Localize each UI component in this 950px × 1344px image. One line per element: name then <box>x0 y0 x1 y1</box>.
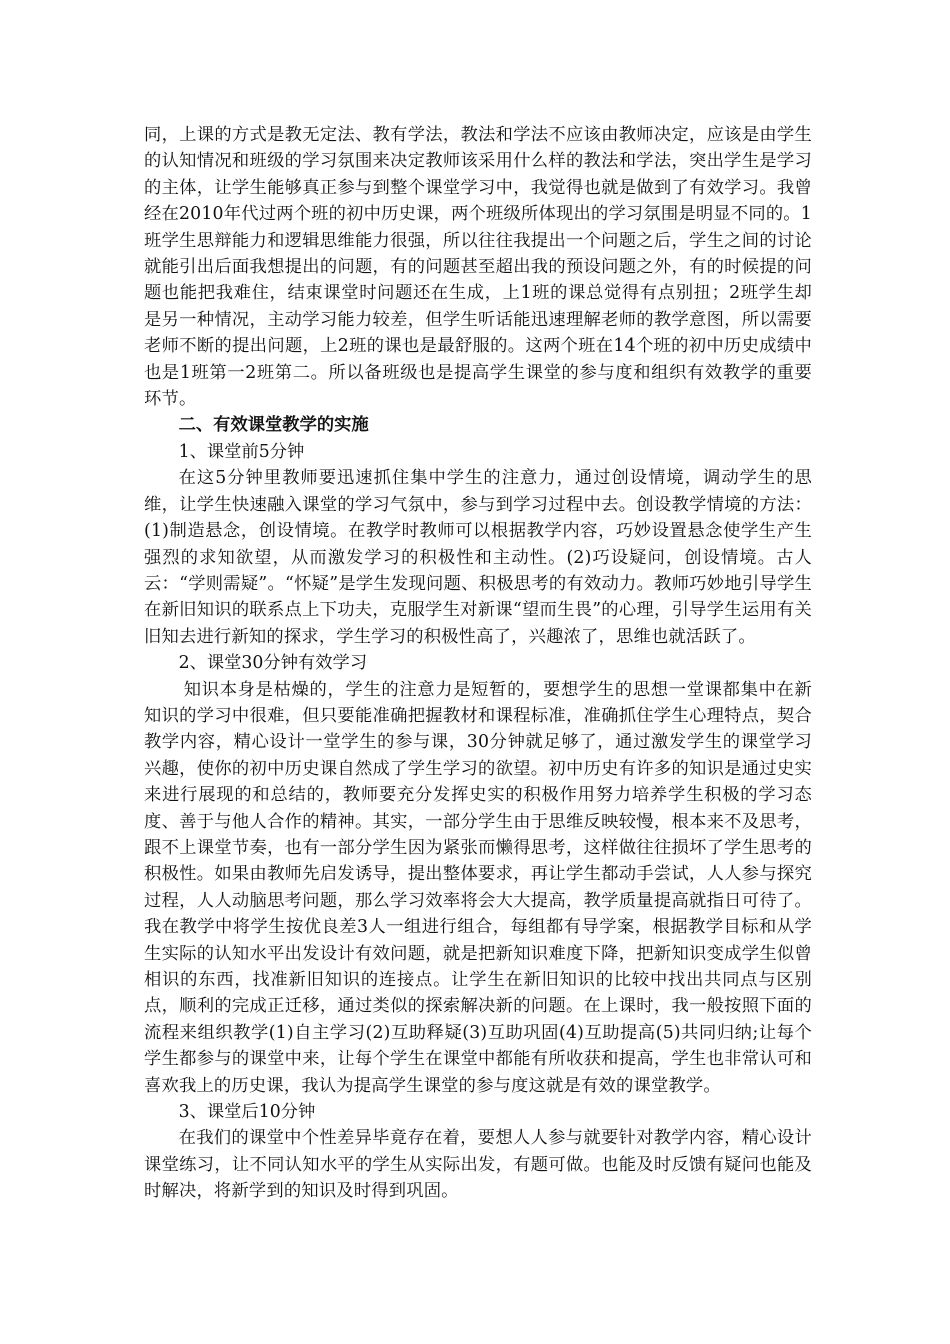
paragraph-30-minutes: 知识本身是枯燥的，学生的注意力是短暂的，要想学生的思想一堂课都集中在新知识的学习中很难，但只要能准确把握教材和课程标准，准确抓住学生心理特点，契合教学内容，精心设计一堂学生的参与课，30分钟就足够了，通过激发学生的课堂学习兴趣，使你的初中历史课自然成了学生学习的欲望。初中历史有许多的知识是通过史实来进行展现的和总结的，教师要充分发挥史实的积极作用努力培养学生积极的学习态度、善于与他人合作的精神。其实，一部分学生由于思维反映较慢，根本来不及思考，跟不上课堂节奏，也有一部分学生因为紧张而懒得思考，这样做往往损坏了学生思考的积极性。如果由教师先启发诱导，提出整体要求，再让学生都动手尝试，人人参与探究过程，人人动脑思考问题，那么学习效率将会大大提高，教学质量提高就指日可待了。我在教学中将学生按优良差3人一组进行组合，每组都有导学案，根据教学目标和从学生实际的认知水平出发设计有效问题，就是把新知识难度下降，把新知识变成学生似曾相识的东西，找准新旧知识的连接点。让学生在新旧知识的比较中找出共同点与区别点，顺利的完成正迁移，通过类似的探索解决新的问题。在上课时，我一般按照下面的流程来组织教学(1)自主学习(2)互助释疑(3)互助巩固(4)互助提高(5)共同归纳;让每个学生都参与的课堂中来，让每个学生在课堂中都能有所收获和提高，学生也非常认可和喜欢我上的历史课，我认为提高学生课堂的参与度这就是有效的课堂教学。 <box>144 679 812 1096</box>
paragraph-first-5-minutes: 在这5分钟里教师要迅速抓住集中学生的注意力，通过创设情境，调动学生的思维，让学生快速融入课堂的学习气氛中，参与到学习过程中去。创设教学情境的方法：(1)制造悬念，创设情境。在教学时教师可以根据教学内容，巧妙设置悬念使学生产生强烈的求知欲望，从而激发学习的积极性和主动性。(2)巧设疑问，创设情境。古人云：“学则需疑”。“怀疑”是学生发现问题、积极思考的有效动力。教师巧妙地引导学生在新旧知识的联系点上下功夫，克服学生对新课“望而生畏”的心理，引导学生运用有关旧知去进行新知的探求，学生学习的积极性高了，兴趣浓了，思维也就活跃了。 <box>144 468 812 647</box>
paragraph-class-comparison: 同，上课的方式是教无定法、教有学法，教法和学法不应该由教师决定，应该是由学生的认知情况和班级的学习氛围来决定教师该采用什么样的教法和学法，突出学生是学习的主体，让学生能够真正参与到整个课堂学习中，我觉得也就是做到了有效学习。我曾经在2010年代过两个班的初中历史课，两个班级所体现出的学习氛围是明显不同的。1班学生思辩能力和逻辑思维能力很强，所以往往我提出一个问题之后，学生之间的讨论就能引出后面我想提出的问题，有的问题甚至超出我的预设问题之外，有的时候提的问题也能把我难住，结束课堂时问题还在生成，上1班的课总觉得有点别扭；2班学生却是另一种情况，主动学习能力较差，但学生听话能迅速理解老师的教学意图，所以需要老师不断的提出问题，上2班的课也是最舒服的。这两个班在14个班的初中历史成绩中也是1班第一2班第二。所以备班级也是提高学生课堂的参与度和组织有效教学的重要环节。 <box>144 125 812 410</box>
subheading-first-5-minutes: 1、课堂前5分钟 <box>178 441 305 462</box>
paragraph-last-10-minutes: 在我们的课堂中个性差异毕竟存在着，要想人人参与就要针对教学内容，精心设计课堂练习，让不同认知水平的学生从实际出发，有题可做。也能及时反馈有疑问也能及时解决，将新学到的知识及时得到巩固。 <box>144 1128 812 1202</box>
section-heading-implementation: 二、有效课堂教学的实施 <box>178 415 369 436</box>
subheading-30-minutes: 2、课堂30分钟有效学习 <box>178 653 368 674</box>
subheading-last-10-minutes: 3、课堂后10分钟 <box>178 1102 316 1123</box>
